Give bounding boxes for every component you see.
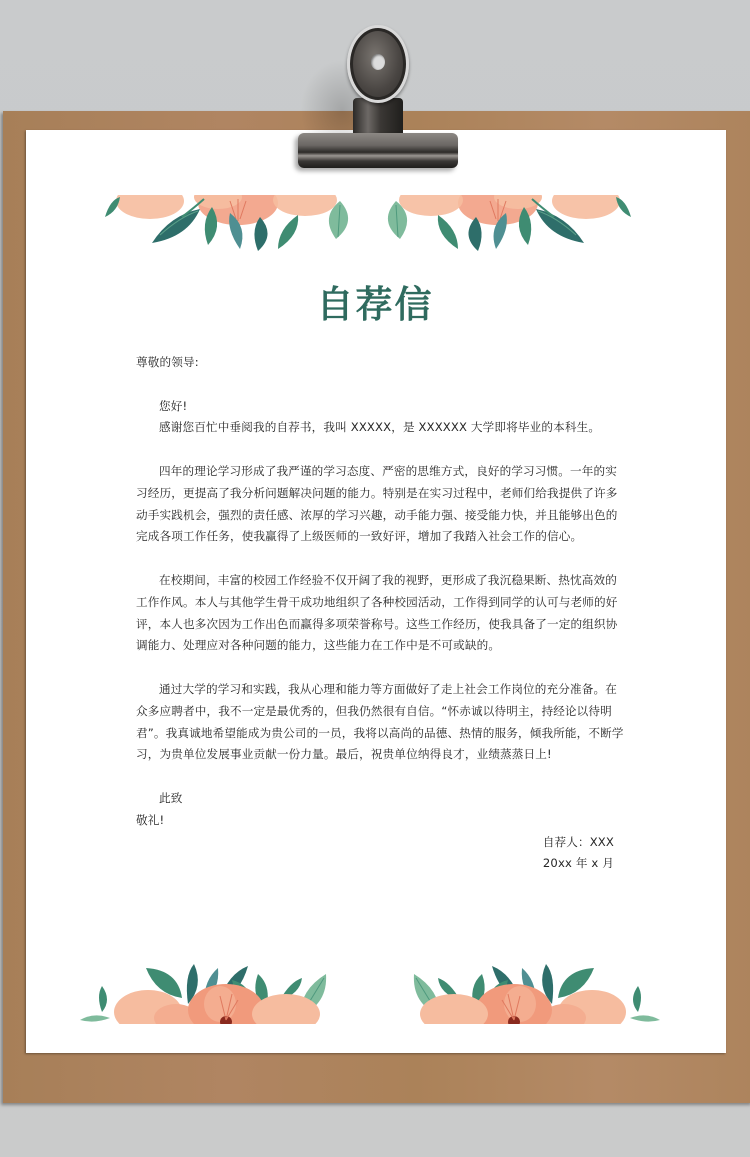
- salutation: 尊敬的领导:: [136, 355, 199, 369]
- date: 20xx 年 x 月: [542, 856, 614, 871]
- intro-line: 感谢您百忙中垂阅我的自荐书，我叫 XXXXX，是 XXXXXX 大学即将毕业的本科生。: [159, 420, 601, 435]
- paragraph-study: 四年的理论学习形成了我严谨的学习态度、严密的思维方式，良好的学习习惯。一年的实习经历，更提高了我分析问题解决问题的能力。特别是在实习过程中，老师们给我提供了许多动手实践机会，强烈的责任感、浓厚的学习兴趣，动手能力强、接受能力快，并且能够出色的完成各项工作任务，使我赢得了上级医师的一致好评，增加了我踏入社会工作的信心。: [136, 463, 618, 544]
- clip-hole: [371, 54, 385, 70]
- paragraph-campus: 在校期间，丰富的校园工作经验不仅开阔了我的视野，更形成了我沉稳果断、热忱高效的工作作风。本人与其他学生骨干成功地组织了各种校园活动，工作得到同学的认可与老师的好评，本人也多次因为工作出色而赢得多项荣誉称号。这些工作经历，使我具备了一定的组织协调能力、处理应对各种问题的能力，这些能力在工作中是不可或缺的。: [136, 572, 618, 653]
- greeting: 您好!: [159, 398, 188, 413]
- letter-body: [136, 352, 624, 875]
- floral-garland-bottom-icon: [80, 960, 660, 1026]
- garland-bottom-left: [80, 964, 326, 1026]
- signature: 自荐人：XXX: [542, 834, 614, 849]
- floral-garland-top-icon: [100, 195, 636, 253]
- closing-jingli: 敬礼!: [136, 812, 165, 827]
- garland-bottom-right: [414, 964, 660, 1026]
- page-title: 自荐信: [316, 283, 434, 326]
- clip-base: [298, 133, 458, 168]
- garland-left-half: [105, 195, 348, 251]
- garland-right-half: [388, 195, 631, 251]
- closing-cizhi: 此致: [159, 790, 183, 805]
- paragraph-readiness: 通过大学的学习和实践，我从心理和能力等方面做好了走上社会工作岗位的充分准备。在众多应聘者中，我不一定是最优秀的，但我仍然很有自信。“怀赤诚以待明主，持经论以待明君”。我真诚地希望能成为贵公司的一员，我将以高尚的品德、热情的服务，倾我所能，不断学习，为贵单位发展事业贡献一份力量。最后，祝贵单位纳得良才，业绩蒸蒸日上!: [136, 681, 624, 762]
